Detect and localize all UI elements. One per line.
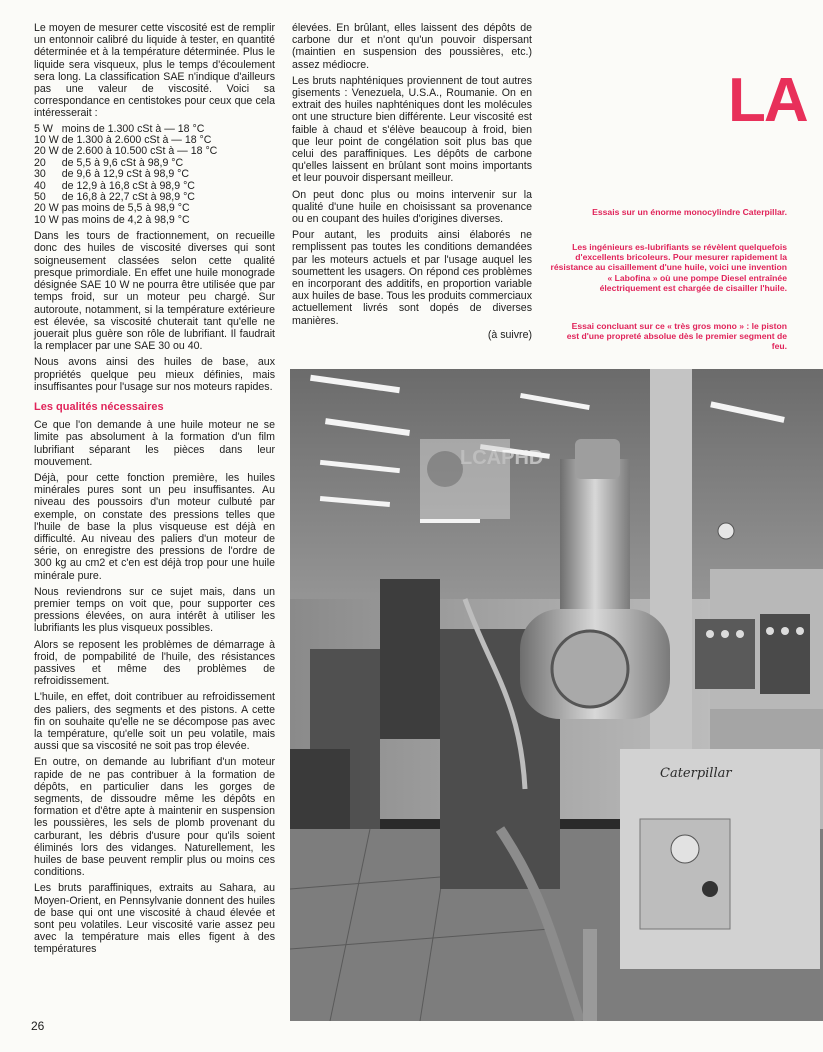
sae-grade: 40 (34, 179, 46, 192)
paragraph: Le moyen de mesurer cette viscosité est de remplir un entonnoir calibré du liquide à tester, en quantité déterminée et à la température déterminée. Plus le liquide sera visqueux, plus le temps d'écoulement sera long. La classification SAE n'indique d'ailleurs pas une valeur de viscosité. Voici sa correspondance en centistokes pour ceux que cela intéresserait : (34, 22, 275, 120)
sae-grade: 10 W (34, 213, 59, 226)
paragraph: Alors se reposent les problèmes de démarrage à froid, de pompabilité de l'huile, des résistances passives et même des problèmes de refroidissement. (34, 638, 275, 688)
sae-grade: 20 (34, 156, 46, 169)
viscosity-range: moins de 1.300 cSt à — 18 °C (61, 122, 205, 135)
watermark-text: LCAPHD (460, 447, 544, 469)
article-column-middle (292, 22, 532, 341)
sae-grade: 5 W (34, 122, 53, 135)
article-column-left (34, 22, 275, 960)
sae-grade: 30 (34, 168, 46, 181)
paragraph: Déjà, pour cette fonction première, les huiles minérales pures sont un peu insuffisantes. Au niveau des poussoirs d'un moteur culbuté par exemple, on constate des pressions telles que l'huile de base la plus visqueuse est déjà en difficulté. Au niveau des paliers d'un moteur de série, on enregistre des pressions de l'ordre de 300 kg au cm2 et c'en est déjà trop pour une huile minérale pure. (34, 471, 275, 582)
sae-grade: 10 W (34, 134, 59, 147)
viscosity-range: de 9,6 à 12,9 cSt à 98,9 °C (61, 168, 190, 181)
viscosity-range: de 1.300 à 2.600 cSt à — 18 °C (61, 134, 212, 147)
photo-caption-1: Essais sur un énorme monocylindre Caterpillar. (592, 207, 787, 217)
viscosity-range: de 12,9 à 16,8 cSt à 98,9 °C (61, 179, 195, 192)
photo-caption-2: Les ingénieurs es-lubrifiants se révèlent quelquefois d'excellents bricoleurs. Pour mesurer rapidement la résistance au cisaillement d'une huile, voici une invention « Labofina » où une pompe Diesel entraînée électriquement est chargée de cisailler l'huile. (550, 242, 787, 293)
paragraph: L'huile, en effet, doit contribuer au refroidissement des paliers, des segments et des pistons. A cette fin on souhaite qu'elle ne se décompose pas avec la température, qu'elle soit un peu volatile, mais aussi que sa viscosité ne soit pas trop élevée. (34, 691, 275, 753)
photo-caption-3: Essai concluant sur ce « très gros mono » : le piston est d'une propreté absolue dès le premier segment de feu. (566, 321, 787, 352)
paragraph: On peut donc plus ou moins intervenir sur la qualité d'une huile en choisissant sa provenance ou en coupant des huiles d'origines diverses. (292, 188, 532, 226)
viscosity-row (34, 169, 220, 180)
viscosity-row (34, 215, 220, 226)
viscosity-table (34, 124, 220, 227)
continued-note: (à suivre) (487, 328, 532, 341)
paragraph: Dans les tours de fractionnement, on recueille donc des huiles de viscosité diverses qui sont soigneusement classées selon cette qualité presque primordiale. En effet une huile monograde désignée SAE 10 W ne pourra être utilisée que par temps froid, sur un moteur peu chargé. Sur autoroute, notamment, si la température extérieure est élevée, sa viscosité chuterait tant qu'elle ne jouerait plus guère son rôle de lubrifiant. Il faudrait la remplacer par une SAE 30 ou 40. (34, 230, 275, 353)
page-title: LA (728, 66, 807, 135)
paragraph: Les bruts paraffiniques, extraits au Sahara, au Moyen-Orient, en Pennsylvanie donnent des huiles de base qui ont une viscosité à chaud élevée et sont peu volatiles. Leur viscosité varie assez peu avec la température mais elles figent à des températures (34, 882, 275, 956)
paragraph: Ce que l'on demande à une huile moteur ne se limite pas absolument à la formation d'un film lubrifiant séparant les pièces dans leur mouvement. (34, 419, 275, 468)
sae-grade: 20 W (34, 145, 59, 158)
paragraph: Les bruts naphténiques proviennent de tout autres gisements : Venezuela, U.S.A., Roumanie. On en extrait des huiles naphténiques dont les molécules ont une structure bien différente. Leur viscosité est faible à chaud et s'élève beaucoup à froid, bien que leur point de congélation soit plus bas que celui des paraffiniques. Les dépôts de carbone qu'elles laissent en brûlant sont moins importants et leur pouvoir dispersant meilleur. (292, 74, 532, 185)
viscosity-range: de 2.600 à 10.500 cSt à — 18 °C (61, 145, 218, 158)
engine-brand-label: Caterpillar (660, 766, 732, 781)
sae-grade: 20 W (34, 202, 59, 215)
section-heading: Les qualités nécessaires (34, 400, 164, 413)
paragraph: Nous avons ainsi des huiles de base, aux propriétés quelque peu mieux définies, mais insuffisantes pour l'usage sur nos moteurs rapides. (34, 356, 275, 393)
viscosity-range: pas moins de 5,5 à 98,9 °C (61, 202, 190, 215)
engine-test-photo (290, 369, 823, 1021)
sae-grade: 50 (34, 191, 46, 204)
paragraph: En outre, on demande au lubrifiant d'un moteur rapide de ne pas contribuer à la formation de dépôts, en particulier dans les gorges de segments, de dissoudre même les dépôts en formation et d'être apte à maintenir en suspension les poussières, les sels de plomb provenant du carburant, les débris d'usure pour qu'ils soient éliminés lors des vidanges. Naturellement, les huiles de base peuvent remplir plus ou moins ces conditions. (34, 756, 275, 879)
photo-illustration (290, 369, 823, 1021)
paragraph: Nous reviendrons sur ce sujet mais, dans un premier temps on voit que, pour supporter ces pressions élevées, on aura intérêt à utiliser les lubrifiants les plus visqueux possibles. (34, 585, 275, 635)
viscosity-range: pas moins de 4,2 à 98,9 °C (61, 213, 190, 226)
page-number: 26 (31, 1019, 45, 1033)
paragraph: élevées. En brûlant, elles laissent des dépôts de carbone dur et n'ont qu'un pouvoir dispersant (maintien en suspension des poussières, etc.) assez médiocre. (292, 22, 532, 71)
paragraph: Pour autant, les produits ainsi élaborés ne remplissent pas toutes les conditions demandées par les moteurs actuels et par l'usage auquel les soumettent les usagers. On répond ces problèmes en incorporant des additifs, en proportion variable aux huiles de base. Tous les produits commerciaux actuellement livrés sont dopés de diverses manières. (292, 229, 532, 327)
viscosity-range: de 16,8 à 22,7 cSt à 98,9 °C (61, 191, 195, 204)
viscosity-range: de 5,5 à 9,6 cSt à 98,9 °C (61, 156, 184, 169)
